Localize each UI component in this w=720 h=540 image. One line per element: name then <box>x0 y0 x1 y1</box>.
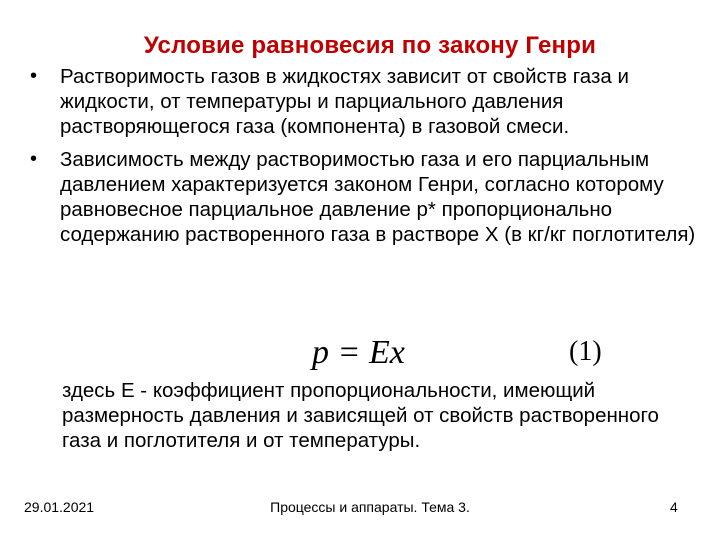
bullet-text: Зависимость между растворимостью газа и его парциальным давлением характеризуется законом Генри, согласно которому равновесное парциальное давление р* пропорционально содержанию растворенного газа в растворе X (в кг/кг поглотителя) <box>60 148 696 246</box>
bullet-item <box>30 147 700 247</box>
bullet-list <box>30 64 700 255</box>
bullet-item <box>30 64 700 139</box>
equation-number: (1) <box>569 336 602 367</box>
footer-date: 29.01.2021 <box>24 499 95 515</box>
footer-page-number: 4 <box>670 499 678 515</box>
henry-law-formula: p = Ex <box>312 334 405 371</box>
bullet-dot-icon: • <box>30 65 38 87</box>
slide-title: Условие равновесия по закону Генри <box>143 32 597 59</box>
bullet-dot-icon: • <box>30 148 38 170</box>
formula-explanation: здесь E - коэффициент пропорциональности, имеющий размерность давления и зависящей от свойств растворенного газа и поглотителя и от температуры. <box>62 379 659 452</box>
bullet-text: Растворимость газов в жидкостях зависит от свойств газа и жидкости, от температуры и парциального давления растворяющегося газа (компонента) в газовой смеси. <box>60 65 629 138</box>
footer-course: Процессы и аппараты. Тема 3. <box>270 499 470 515</box>
